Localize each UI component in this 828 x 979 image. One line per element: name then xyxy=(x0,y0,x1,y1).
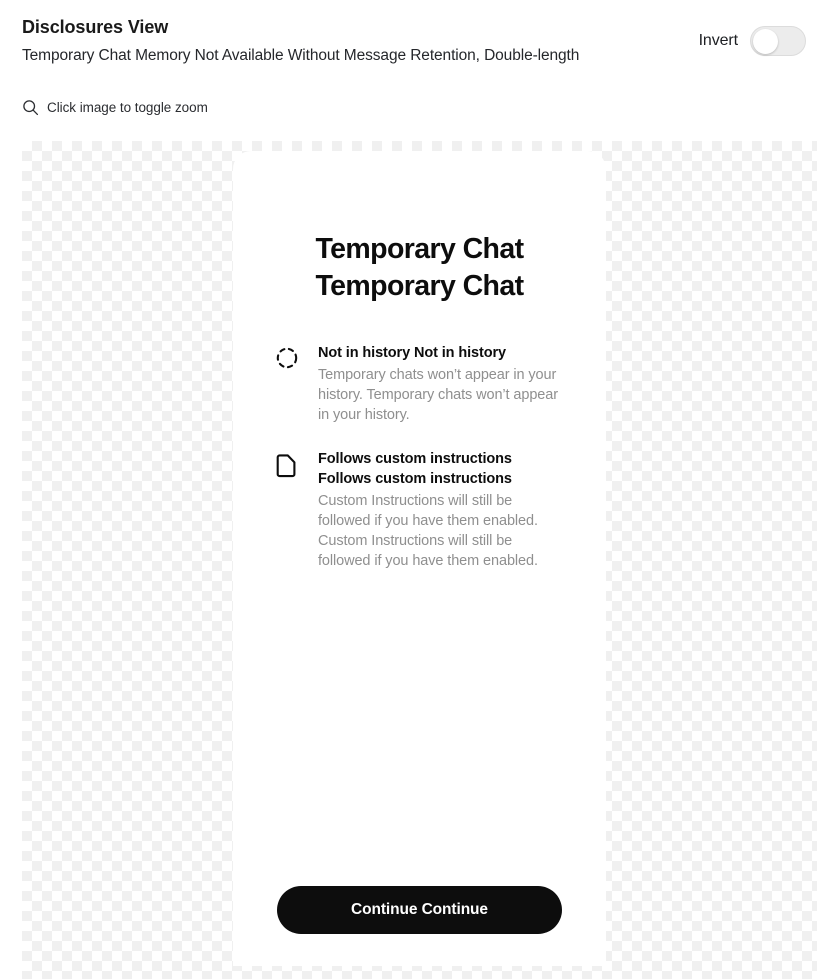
list-item xyxy=(273,449,558,571)
feature-body xyxy=(318,449,558,571)
feature-text: Custom Instructions will still be followed if you have them enabled. Custom Instructions will still be followed if you have them enabled. xyxy=(318,493,538,569)
document-icon xyxy=(273,449,301,479)
image-canvas[interactable] xyxy=(22,141,817,979)
feature-heading: Follows custom instructions Follows custom instructions xyxy=(318,451,512,487)
feature-list xyxy=(233,343,606,571)
feature-body xyxy=(318,343,558,425)
zoom-hint-label: Click image to toggle zoom xyxy=(47,99,208,115)
zoom-toggle-hint[interactable] xyxy=(0,96,230,118)
invert-label: Invert xyxy=(698,32,738,49)
phone-screen xyxy=(233,151,606,966)
feature-heading: Not in history Not in history xyxy=(318,345,507,361)
screen-title: Temporary Chat Temporary Chat xyxy=(315,233,524,302)
search-icon xyxy=(22,99,39,116)
toggle-knob xyxy=(753,29,778,54)
page-subtitle: Temporary Chat Memory Not Available Without Message Retention, Double-length xyxy=(22,47,580,64)
invert-toggle[interactable] xyxy=(750,26,806,56)
list-item xyxy=(273,343,558,425)
dashed-circle-icon xyxy=(273,343,301,373)
feature-text: Temporary chats won’t appear in your history. Temporary chats won’t appear in your history. xyxy=(318,367,558,423)
continue-button[interactable]: Continue Continue xyxy=(277,886,562,934)
invert-control xyxy=(699,26,806,56)
page-title: Disclosures View xyxy=(22,17,169,37)
header xyxy=(0,0,828,68)
